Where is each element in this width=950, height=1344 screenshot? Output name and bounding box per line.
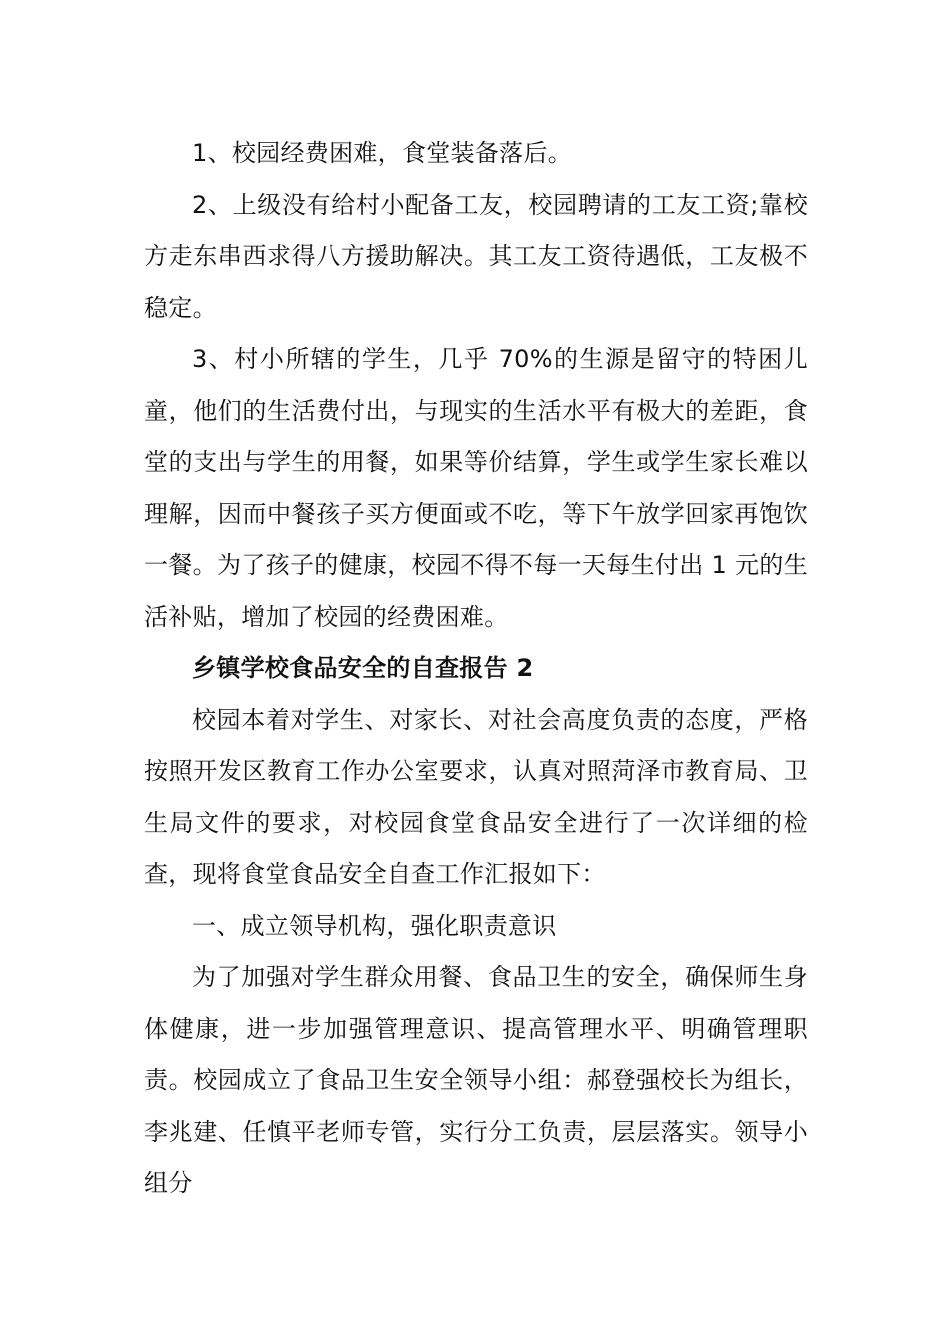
paragraph-2: 2、上级没有给村小配备工友，校园聘请的工友工资;靠校方走东串西求得八方援助解决。其工友工资待遇低，工友极不稳定。 (144, 190, 808, 322)
section-title: 乡镇学校食品安全的自查报告 2 (192, 654, 534, 682)
section-subheading: 一、成立领导机构，强化职责意识 (192, 911, 557, 940)
paragraph-3: 3、村小所辖的学生，几乎 70%的生源是留守的特困儿童，他们的生活费付出，与现实的生活水平有极大的差距，食堂的支出与学生的用餐，如果等价结算，学生或学生家长难以理解，因而中餐孩子买方便面或不吃，等下午放学回家再饱饮一餐。为了孩子的健康，校园不得不每一天每生付出 1 元的生活补贴，增加了校园的经费困难。 (144, 345, 808, 631)
section-paragraph-1: 校园本着对学生、对家长、对社会高度负责的态度，严格按照开发区教育工作办公室要求，认真对照菏泽市教育局、卫生局文件的要求，对校园食堂食品安全进行了一次详细的检查，现将食堂食品安全自查工作汇报如下： (144, 705, 808, 888)
section-paragraph-2: 为了加强对学生群众用餐、食品卫生的安全，确保师生身体健康，进一步加强管理意识、提高管理水平、明确管理职责。校园成立了食品卫生安全领导小组：郝登强校长为组长，李兆建、任慎平老师专管，实行分工负责，层层落实。领导小组分 (144, 963, 808, 1197)
paragraph-1: 1、校园经费困难，食堂装备落后。 (192, 139, 573, 167)
document-body (144, 128, 808, 1210)
